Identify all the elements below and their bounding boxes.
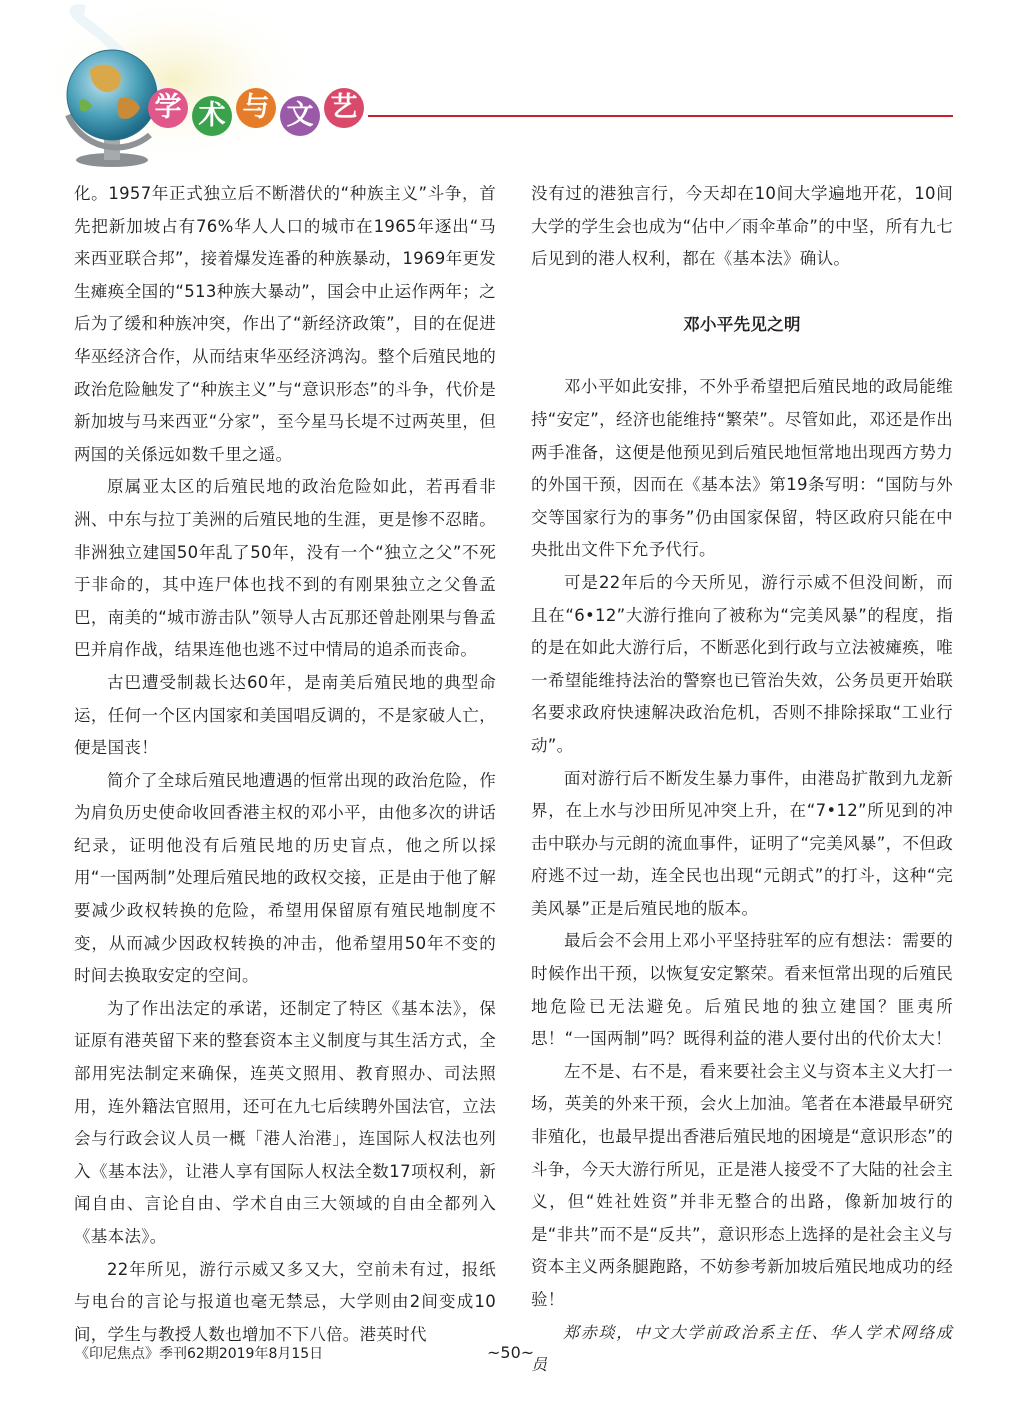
paragraph: 最后会不会用上邓小平坚持驻军的应有想法：需要的时候作出干预，以恢复安定繁荣。看来恒常出现的后殖民地危险已无法避免。后殖民地的独立建国？匪夷所思！“一国两制”吗？既得利益的港人要付出的代价太大！ <box>531 931 953 1049</box>
section-heading: 邓小平先见之明 <box>683 314 801 334</box>
header-banner <box>0 0 1024 185</box>
paragraph: 可是22年后的今天所见，游行示威不但没间断，而且在“6•12”大游行推向了被称为“完美风暴”的程度，指的是在如此大游行后，不断恶化到行政与立法被瘫痪，唯一希望能维持法治的警察也已管治失效，公务员更开始联名要求政府快速解决政治危机，否则不排除採取“工业行动”。 <box>531 572 953 755</box>
paragraph: 面对游行后不断发生暴力事件，由港岛扩散到九龙新界，在上水与沙田所见冲突上升，在“7•12”所见到的冲击中联办与元朗的流血事件，证明了“完美风暴”，不但政府逃不过一劫，连全民也出现“元朗式”的打斗，这种“完美风暴”正是后殖民地的版本。 <box>531 768 953 918</box>
title-char-2: 术 <box>192 96 232 136</box>
paragraph: 左不是、右不是，看来要社会主义与资本主义大打一场，英美的外来干预，会火上加油。笔者在本港最早研究非殖化，也最早提出香港后殖民地的困境是“意识形态”的斗争，今天大游行所见，正是港人接受不了大陆的社会主义，但“姓社姓资”并非无整合的出路，像新加坡行的是“非共”而不是“反共”，意识形态上选择的是社会主义与资本主义两条腿跑路，不妨参考新加坡后殖民地成功的经验！ <box>531 1061 953 1309</box>
paragraph: 没有过的港独言行，今天却在10间大学遍地开花，10间大学的学生会也成为“佔中／雨伞革命”的中坚，所有九七后见到的港人权利，都在《基本法》确认。 <box>531 184 953 269</box>
paragraph: 为了作出法定的承诺，还制定了特区《基本法》，保证原有港英留下来的整套资本主义制度与其生活方式，全部用宪法制定来确保，连英文照用、教育照办、司法照用，连外籍法官照用，还可在九七后续聘外国法官，立法会与行政会议人员一概「港人治港」，连国际人权法也列入《基本法》，让港人享有国际人权法全数17项权利，新闻自由、言论自由、学术自由三大领域的自由全都列入《基本法》。 <box>74 998 496 1246</box>
author-byline: 郑赤琰，中文大学前政治系主任、华人学术网络成员 <box>531 1322 953 1374</box>
paragraph: 原属亚太区的后殖民地的政治危险如此，若再看非洲、中东与拉丁美洲的后殖民地的生涯，更是惨不忍睹。非洲独立建国50年乱了50年，没有一个“独立之父”不死于非命的，其中连尸体也找不到的有刚果独立之父鲁孟巴，南美的“城市游击队”领导人古瓦那还曾赴刚果与鲁孟巴并肩作战，结果连他也逃不过中情局的追杀而丧命。 <box>74 477 496 660</box>
left-column <box>74 178 496 1351</box>
title-char-3: 与 <box>236 88 276 128</box>
section-title-chars <box>148 78 378 138</box>
publication-info: 《印尼焦点》季刊62期2019年8月15日 <box>75 1346 324 1362</box>
paragraph: 22年所见，游行示威又多又大，空前未有过，报纸与电台的言论与报道也毫无禁忌，大学则由2间变成10间，学生与教授人数也增加不下八倍。港英时代 <box>74 1259 496 1344</box>
page-number: ~50~ <box>487 1343 535 1362</box>
title-char-5: 艺 <box>324 88 364 128</box>
header-rule <box>368 115 953 117</box>
title-char-4: 文 <box>280 96 320 136</box>
paragraph: 邓小平如此安排，不外乎希望把后殖民地的政局能维持“安定”，经济也能维持“繁荣”。尽管如此，邓还是作出两手准备，这便是他预见到后殖民地恒常地出现西方势力的外国干预，因而在《基本法》第19条写明：“国防与外交等国家行为的事务”仍由国家保留，特区政府只能在中央批出文件下允予代行。 <box>531 377 953 560</box>
paragraph: 简介了全球后殖民地遭遇的恒常出现的政治危险，作为肩负历史使命收回香港主权的邓小平，由他多次的讲话纪录，证明他没有后殖民地的历史盲点，他之所以採用“一国两制”处理后殖民地的政权交接，正是由于他了解要减少政权转换的危险，希望用保留原有殖民地制度不变，从而减少因政权转换的冲击，他希望用50年不变的时间去换取安定的空间。 <box>74 770 496 986</box>
title-char-1: 学 <box>148 88 188 128</box>
paragraph: 化。1957年正式独立后不断潜伏的“种族主义”斗争，首先把新加坡占有76%华人人口的城市在1965年逐出“马来西亚联合邦”，接着爆发连番的种族暴动，1969年更发生瘫痪全国的“513种族大暴动”，国会中止运作两年；之后为了缓和种族冲突，作出了“新经济政策”，目的在促进华巫经济合作，从而结束华巫经济鸿沟。整个后殖民地的政治危险触发了“种族主义”与“意识形态”的斗争，代价是新加坡与马来西亚“分家”，至今星马长堤不过两英里，但两国的关係远如数千里之遥。 <box>74 184 496 464</box>
paragraph: 古巴遭受制裁长达60年，是南美后殖民地的典型命运，任何一个区内国家和美国唱反调的，不是家破人亡，便是国丧！ <box>74 672 496 758</box>
right-column <box>531 178 953 1381</box>
